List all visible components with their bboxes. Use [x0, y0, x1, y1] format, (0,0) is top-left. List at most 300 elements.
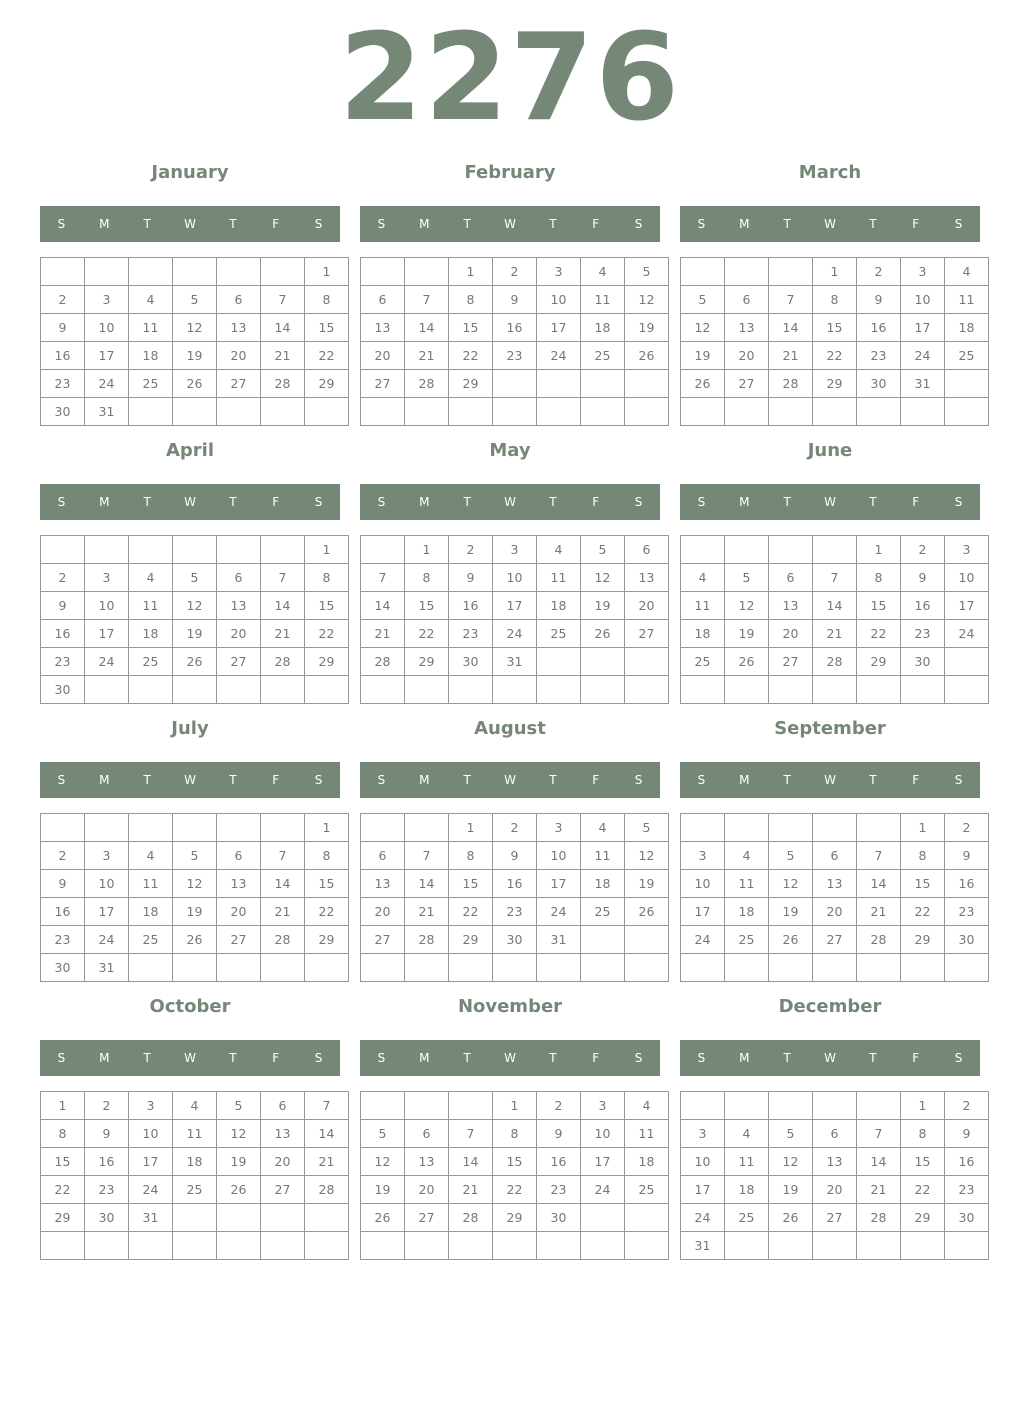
day-cell: [581, 648, 625, 676]
day-cell: 3: [493, 536, 537, 564]
day-cell: 2: [41, 842, 85, 870]
day-cell: 27: [361, 926, 405, 954]
day-cell: 16: [449, 592, 493, 620]
day-cell: 11: [129, 870, 173, 898]
day-cell: 8: [857, 564, 901, 592]
day-cell: 28: [405, 370, 449, 398]
weekday-label: S: [634, 1051, 643, 1065]
day-cell: [361, 398, 405, 426]
day-cell: 7: [261, 842, 305, 870]
day-cell: [305, 954, 349, 982]
day-cell: 2: [901, 536, 945, 564]
day-cell: 30: [945, 926, 989, 954]
day-cell: [581, 676, 625, 704]
day-cell: [41, 1232, 85, 1260]
day-cell: 29: [305, 370, 349, 398]
day-cell: [857, 398, 901, 426]
day-cell: 12: [173, 870, 217, 898]
day-cell: 26: [173, 370, 217, 398]
day-cell: [725, 258, 769, 286]
day-cell: 6: [813, 842, 857, 870]
day-cell: 30: [449, 648, 493, 676]
day-cell: 19: [173, 898, 217, 926]
month-name: November: [457, 996, 563, 1017]
weekday-label: F: [912, 495, 920, 509]
day-cell: 19: [769, 898, 813, 926]
weekday-label: S: [377, 495, 386, 509]
weekday-label: M: [99, 495, 110, 509]
weekday-label: S: [377, 1051, 386, 1065]
day-cell: [217, 814, 261, 842]
day-cell: [85, 536, 129, 564]
day-cell: 12: [681, 314, 725, 342]
week-row: [681, 954, 989, 982]
weekday-label: T: [549, 217, 557, 231]
day-cell: [945, 1232, 989, 1260]
day-cell: 10: [581, 1120, 625, 1148]
day-cell: [261, 1204, 305, 1232]
day-cell: 19: [173, 342, 217, 370]
week-row: [681, 842, 989, 870]
weekday-label: M: [99, 1051, 110, 1065]
weekday-label: S: [377, 217, 386, 231]
day-cell: 4: [129, 564, 173, 592]
day-cell: 20: [813, 898, 857, 926]
day-cell: [625, 1204, 669, 1232]
weekday-label: T: [143, 773, 151, 787]
day-cell: 21: [405, 898, 449, 926]
day-cell: 15: [41, 1148, 85, 1176]
day-cell: [261, 258, 305, 286]
day-cell: 4: [173, 1092, 217, 1120]
day-cell: 22: [493, 1176, 537, 1204]
week-row: [41, 286, 349, 314]
week-row: [361, 1204, 669, 1232]
day-cell: 27: [625, 620, 669, 648]
weekday-label: S: [697, 495, 706, 509]
day-cell: 21: [261, 620, 305, 648]
day-cell: 7: [813, 564, 857, 592]
week-row: [41, 1204, 349, 1232]
day-cell: 13: [813, 1148, 857, 1176]
weekday-label: W: [824, 217, 836, 231]
day-cell: 21: [405, 342, 449, 370]
day-cell: 18: [581, 870, 625, 898]
day-cell: 13: [361, 314, 405, 342]
day-cell: 4: [581, 814, 625, 842]
day-cell: [217, 1232, 261, 1260]
day-cell: 5: [581, 536, 625, 564]
day-cell: 29: [901, 926, 945, 954]
day-cell: 17: [681, 898, 725, 926]
day-cell: 15: [405, 592, 449, 620]
day-cell: [449, 398, 493, 426]
day-cell: 28: [857, 926, 901, 954]
weekday-header: [360, 762, 660, 798]
day-cell: 10: [85, 592, 129, 620]
day-cell: [173, 398, 217, 426]
week-row: [361, 398, 669, 426]
day-cell: [85, 814, 129, 842]
day-cell: 6: [725, 286, 769, 314]
day-cell: 21: [857, 1176, 901, 1204]
week-row: [681, 898, 989, 926]
week-row: [361, 870, 669, 898]
day-cell: 27: [217, 648, 261, 676]
day-cell: 8: [493, 1120, 537, 1148]
day-cell: 8: [305, 286, 349, 314]
day-cell: [129, 676, 173, 704]
day-cell: 16: [41, 342, 85, 370]
day-cell: 28: [769, 370, 813, 398]
day-cell: 4: [625, 1092, 669, 1120]
day-cell: [129, 814, 173, 842]
day-cell: 20: [217, 620, 261, 648]
day-cell: 26: [625, 342, 669, 370]
weekday-label: F: [912, 773, 920, 787]
weekday-label: W: [184, 495, 196, 509]
week-row: [361, 370, 669, 398]
day-cell: [493, 370, 537, 398]
day-cell: [305, 1204, 349, 1232]
day-cell: 14: [769, 314, 813, 342]
month-name: June: [807, 440, 853, 461]
day-cell: 24: [681, 1204, 725, 1232]
weekday-label: T: [463, 1051, 471, 1065]
weekday-label: F: [592, 1051, 600, 1065]
day-cell: 23: [945, 898, 989, 926]
day-cell: [681, 1092, 725, 1120]
day-cell: [681, 814, 725, 842]
day-cell: 10: [493, 564, 537, 592]
week-row: [681, 536, 989, 564]
day-cell: [173, 1204, 217, 1232]
day-cell: 28: [857, 1204, 901, 1232]
weekday-label: M: [419, 495, 430, 509]
weekday-label: M: [99, 773, 110, 787]
day-cell: 15: [305, 870, 349, 898]
week-row: [361, 1148, 669, 1176]
day-cell: 22: [901, 1176, 945, 1204]
day-cell: 25: [681, 648, 725, 676]
weekday-label: F: [272, 217, 280, 231]
day-cell: 11: [129, 314, 173, 342]
day-cell: 7: [857, 1120, 901, 1148]
day-cell: [581, 954, 625, 982]
weekday-label: S: [57, 217, 66, 231]
day-cell: 9: [493, 842, 537, 870]
weekday-label: T: [549, 1051, 557, 1065]
day-cell: 16: [41, 620, 85, 648]
weekday-label: T: [463, 495, 471, 509]
day-cell: 15: [305, 314, 349, 342]
week-row: [681, 592, 989, 620]
week-row: [681, 870, 989, 898]
day-cell: 27: [361, 370, 405, 398]
day-cell: 19: [173, 620, 217, 648]
week-row: [361, 814, 669, 842]
day-cell: 24: [945, 620, 989, 648]
day-cell: [217, 258, 261, 286]
day-cell: 30: [493, 926, 537, 954]
weekday-label: M: [419, 217, 430, 231]
day-cell: 6: [361, 286, 405, 314]
day-cell: 21: [857, 898, 901, 926]
day-cell: [537, 398, 581, 426]
day-cell: 26: [173, 648, 217, 676]
day-cell: 5: [173, 286, 217, 314]
week-row: [41, 1148, 349, 1176]
day-grid: [40, 257, 349, 426]
day-cell: 22: [305, 898, 349, 926]
day-cell: 21: [361, 620, 405, 648]
weekday-label: S: [57, 1051, 66, 1065]
day-cell: 24: [537, 898, 581, 926]
day-cell: 9: [945, 842, 989, 870]
week-row: [361, 842, 669, 870]
day-cell: 27: [813, 1204, 857, 1232]
year-title: 2276: [339, 9, 681, 148]
day-cell: 19: [681, 342, 725, 370]
day-cell: 15: [493, 1148, 537, 1176]
day-grid: [40, 1091, 349, 1260]
day-cell: 18: [173, 1148, 217, 1176]
day-cell: 23: [537, 1176, 581, 1204]
day-cell: [857, 814, 901, 842]
day-cell: 14: [857, 1148, 901, 1176]
week-row: [41, 342, 349, 370]
day-cell: 29: [405, 648, 449, 676]
weekday-label: S: [954, 217, 963, 231]
day-cell: 14: [261, 870, 305, 898]
day-cell: 7: [261, 564, 305, 592]
weekday-label: T: [869, 217, 877, 231]
day-cell: 3: [537, 258, 581, 286]
day-cell: 26: [681, 370, 725, 398]
day-cell: [41, 258, 85, 286]
day-cell: 3: [85, 842, 129, 870]
day-cell: 7: [305, 1092, 349, 1120]
day-cell: 30: [857, 370, 901, 398]
day-cell: [537, 1232, 581, 1260]
week-row: [361, 536, 669, 564]
day-cell: 28: [813, 648, 857, 676]
day-cell: 26: [173, 926, 217, 954]
weekday-header: [680, 1040, 980, 1076]
weekday-label: S: [954, 495, 963, 509]
week-row: [41, 258, 349, 286]
week-row: [41, 1176, 349, 1204]
day-cell: [901, 1232, 945, 1260]
day-cell: 29: [857, 648, 901, 676]
day-cell: 13: [813, 870, 857, 898]
day-cell: 6: [217, 286, 261, 314]
day-cell: 14: [857, 870, 901, 898]
day-cell: 11: [725, 870, 769, 898]
day-cell: 8: [449, 842, 493, 870]
day-cell: 13: [625, 564, 669, 592]
day-cell: [945, 370, 989, 398]
day-cell: 12: [625, 842, 669, 870]
week-row: [681, 1232, 989, 1260]
day-cell: 31: [493, 648, 537, 676]
day-cell: 23: [857, 342, 901, 370]
day-cell: 17: [901, 314, 945, 342]
day-cell: [813, 676, 857, 704]
day-cell: [405, 676, 449, 704]
day-cell: [681, 398, 725, 426]
day-cell: 2: [857, 258, 901, 286]
day-cell: [173, 954, 217, 982]
month-name: December: [778, 996, 882, 1017]
day-cell: 27: [217, 926, 261, 954]
day-cell: 31: [901, 370, 945, 398]
day-cell: 30: [41, 954, 85, 982]
month-name: October: [149, 996, 231, 1017]
day-cell: 9: [901, 564, 945, 592]
week-row: [41, 842, 349, 870]
day-cell: 30: [901, 648, 945, 676]
day-cell: 12: [581, 564, 625, 592]
day-cell: [857, 676, 901, 704]
day-cell: [537, 648, 581, 676]
day-cell: 11: [537, 564, 581, 592]
day-cell: 26: [625, 898, 669, 926]
day-cell: 26: [217, 1176, 261, 1204]
day-cell: 6: [361, 842, 405, 870]
day-cell: 24: [129, 1176, 173, 1204]
day-cell: [681, 676, 725, 704]
day-cell: [813, 536, 857, 564]
day-cell: 7: [449, 1120, 493, 1148]
day-cell: 22: [449, 342, 493, 370]
day-cell: [217, 536, 261, 564]
day-cell: 1: [405, 536, 449, 564]
day-cell: 22: [305, 620, 349, 648]
weekday-label: F: [592, 495, 600, 509]
weekday-label: F: [592, 217, 600, 231]
day-cell: 23: [85, 1176, 129, 1204]
weekday-label: T: [549, 773, 557, 787]
day-cell: 11: [173, 1120, 217, 1148]
day-cell: 24: [85, 648, 129, 676]
weekday-label: T: [783, 217, 791, 231]
week-row: [41, 870, 349, 898]
day-cell: 15: [813, 314, 857, 342]
day-cell: [769, 398, 813, 426]
week-row: [681, 1148, 989, 1176]
weekday-label: W: [504, 1051, 516, 1065]
day-cell: [41, 536, 85, 564]
day-cell: 18: [129, 898, 173, 926]
day-cell: [681, 954, 725, 982]
day-cell: [857, 954, 901, 982]
day-grid: [360, 257, 669, 426]
day-cell: [261, 398, 305, 426]
day-cell: [173, 676, 217, 704]
day-cell: 27: [261, 1176, 305, 1204]
day-cell: 19: [581, 592, 625, 620]
day-cell: [173, 814, 217, 842]
week-row: [681, 676, 989, 704]
day-cell: 23: [41, 648, 85, 676]
day-cell: 21: [813, 620, 857, 648]
weekday-label: S: [634, 495, 643, 509]
day-cell: [945, 398, 989, 426]
day-cell: 12: [769, 870, 813, 898]
day-cell: [129, 258, 173, 286]
day-cell: 18: [625, 1148, 669, 1176]
day-cell: 23: [901, 620, 945, 648]
day-cell: 21: [449, 1176, 493, 1204]
week-row: [361, 1232, 669, 1260]
day-cell: 29: [449, 926, 493, 954]
day-cell: 24: [681, 926, 725, 954]
day-cell: [945, 954, 989, 982]
weekday-header: [360, 1040, 660, 1076]
day-cell: [85, 258, 129, 286]
day-cell: 5: [173, 842, 217, 870]
weekday-label: F: [272, 495, 280, 509]
day-cell: 24: [85, 370, 129, 398]
week-row: [681, 314, 989, 342]
day-cell: 11: [725, 1148, 769, 1176]
day-cell: 19: [769, 1176, 813, 1204]
day-cell: 1: [305, 258, 349, 286]
day-cell: [725, 398, 769, 426]
day-cell: 29: [493, 1204, 537, 1232]
day-grid: [680, 257, 989, 426]
day-cell: [361, 258, 405, 286]
day-cell: 18: [681, 620, 725, 648]
day-cell: 12: [361, 1148, 405, 1176]
day-cell: 30: [41, 398, 85, 426]
day-cell: 20: [813, 1176, 857, 1204]
weekday-label: F: [272, 1051, 280, 1065]
day-cell: 11: [581, 286, 625, 314]
weekday-header: [40, 762, 340, 798]
weekday-label: W: [504, 495, 516, 509]
day-cell: 9: [537, 1120, 581, 1148]
day-cell: 15: [305, 592, 349, 620]
day-cell: 17: [129, 1148, 173, 1176]
day-cell: [813, 1232, 857, 1260]
day-cell: 6: [769, 564, 813, 592]
month-name: January: [151, 162, 229, 183]
day-cell: 9: [493, 286, 537, 314]
week-row: [361, 342, 669, 370]
day-cell: [129, 954, 173, 982]
day-cell: 16: [85, 1148, 129, 1176]
week-row: [361, 564, 669, 592]
day-cell: 14: [305, 1120, 349, 1148]
weekday-label: W: [504, 773, 516, 787]
day-cell: [85, 1232, 129, 1260]
day-cell: 23: [493, 342, 537, 370]
day-cell: 5: [173, 564, 217, 592]
day-cell: 15: [901, 870, 945, 898]
day-cell: 17: [85, 342, 129, 370]
weekday-label: T: [783, 495, 791, 509]
day-cell: [261, 676, 305, 704]
day-cell: 8: [405, 564, 449, 592]
day-cell: 28: [261, 370, 305, 398]
day-cell: [537, 370, 581, 398]
day-cell: [769, 814, 813, 842]
weekday-label: T: [463, 773, 471, 787]
month-name: September: [774, 718, 886, 739]
day-cell: 1: [857, 536, 901, 564]
